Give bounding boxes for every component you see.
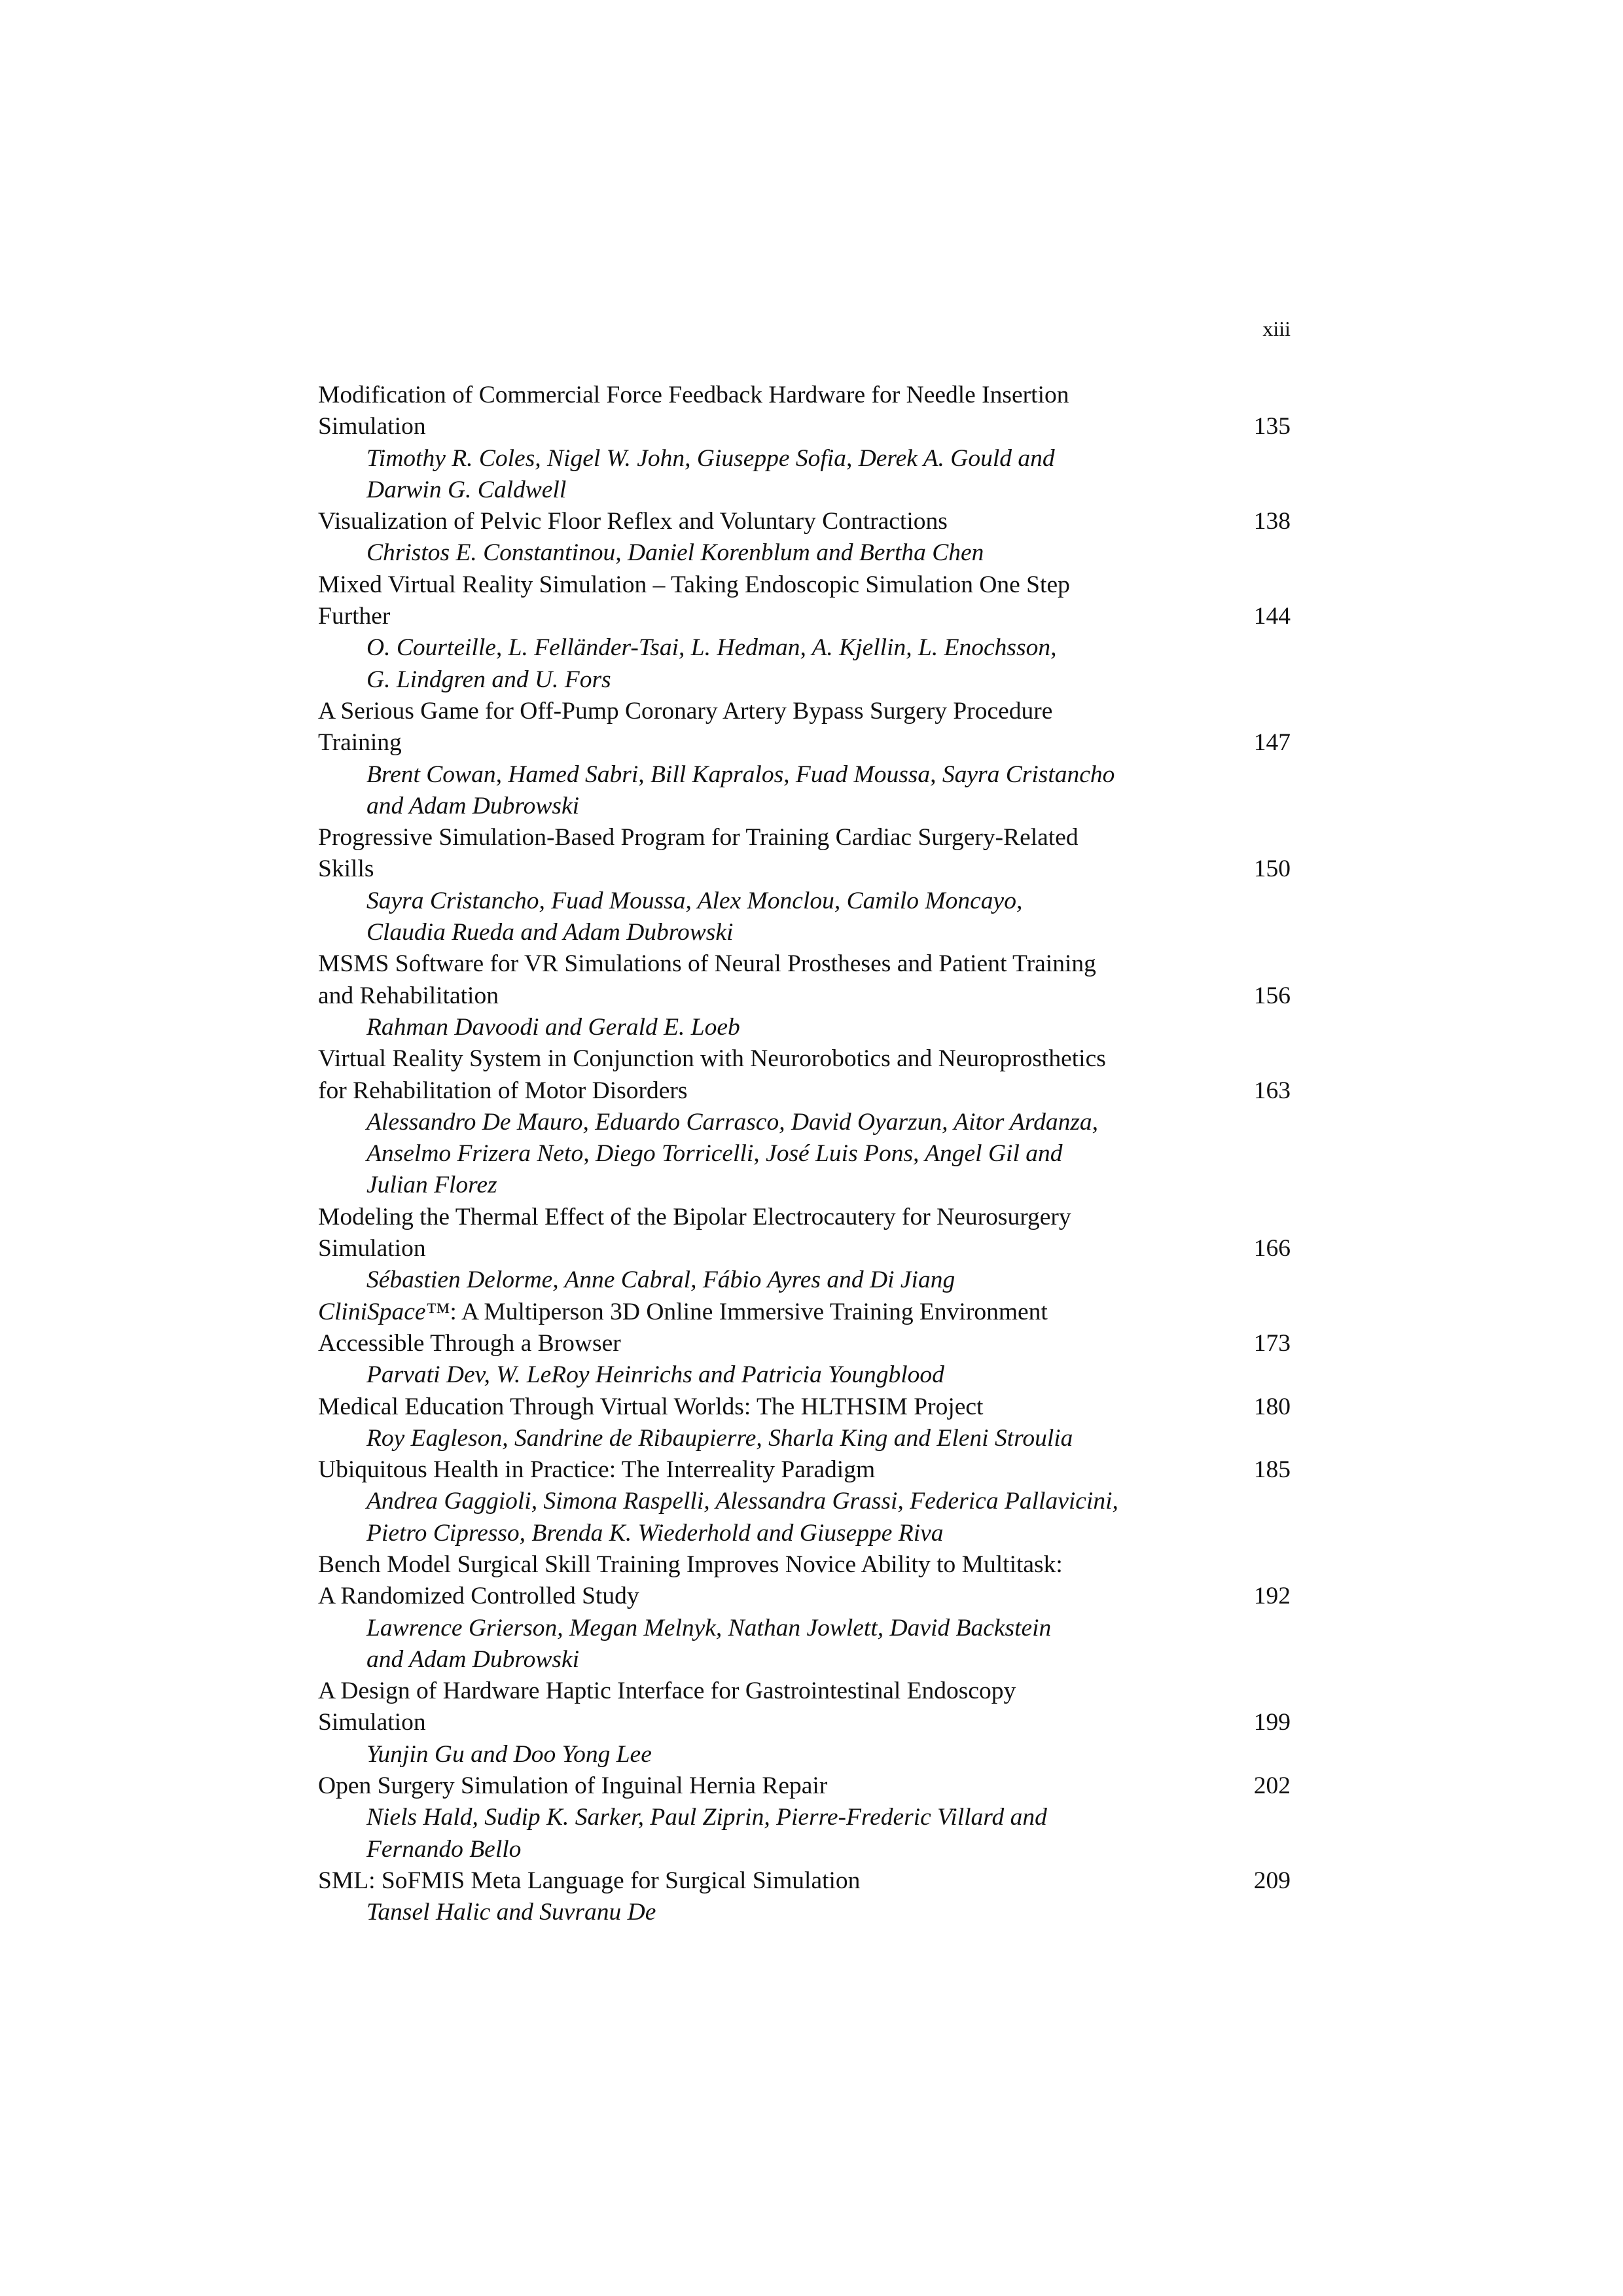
- entry-title-text: A Randomized Controlled Study: [318, 1583, 639, 1610]
- entry-authors: [318, 886, 1291, 949]
- entry-title: [318, 1676, 1291, 1739]
- entry-title-line: [318, 569, 1209, 601]
- entry-title-line: [318, 853, 1209, 885]
- entry-title: [318, 569, 1291, 633]
- entry-title-text: MSMS Software for VR Simulations of Neural Prostheses and Patient Training: [318, 950, 1096, 978]
- entry-title: [318, 822, 1291, 886]
- entry-title-line: [318, 1770, 1209, 1802]
- entry-title-line: [318, 1581, 1209, 1612]
- entry-authors: [318, 537, 1291, 569]
- entry-title-line: [318, 1297, 1209, 1328]
- page-number: xiii: [1262, 317, 1291, 340]
- entry-author-line: Andrea Gaggioli, Simona Raspelli, Alessandra Grassi, Federica Pallavicini,: [366, 1488, 1118, 1515]
- entry-author-line: Alessandro De Mauro, Eduardo Carrasco, David Oyarzun, Aitor Ardanza,: [366, 1108, 1099, 1136]
- toc-entry: [318, 1549, 1291, 1676]
- entry-page-number: 144: [1253, 603, 1291, 630]
- entry-title-text: : A Multiperson 3D Online Immersive Training Environment: [450, 1298, 1048, 1325]
- entry-title-line: [318, 1865, 1209, 1897]
- entry-title-text: Progressive Simulation-Based Program for Training Cardiac Surgery-Related: [318, 824, 1079, 852]
- entry-author-line: Tansel Halic and Suvranu De: [366, 1899, 656, 1926]
- entry-author-line: Darwin G. Caldwell: [366, 476, 567, 503]
- toc-entry: [318, 1043, 1291, 1201]
- entry-page-number: 192: [1253, 1583, 1291, 1610]
- entry-page-number: 185: [1253, 1456, 1291, 1484]
- entry-page-number: 166: [1253, 1235, 1291, 1263]
- entry-title-text: Simulation: [318, 1709, 426, 1736]
- toc-entry: [318, 569, 1291, 696]
- entry-author-line: Sébastien Delorme, Anne Cabral, Fábio Ayres and Di Jiang: [366, 1266, 955, 1294]
- entry-title-line: [318, 1676, 1209, 1707]
- entry-title: [318, 948, 1291, 1012]
- entry-author-line: Yunjin Gu and Doo Yong Lee: [366, 1740, 652, 1768]
- entry-author-line: Christos E. Constantinou, Daniel Korenblum and Bertha Chen: [366, 539, 984, 567]
- entry-title-text: Modification of Commercial Force Feedback Hardware for Needle Insertion: [318, 382, 1069, 408]
- entry-title-line: [318, 411, 1209, 442]
- toc-entry: [318, 1202, 1291, 1297]
- entry-page-number: 180: [1253, 1393, 1291, 1420]
- entry-page-number: 147: [1253, 729, 1291, 757]
- entry-page-number: 138: [1253, 508, 1291, 535]
- entry-title-text: for Rehabilitation of Motor Disorders: [318, 1077, 688, 1104]
- entry-title-line: [318, 822, 1209, 853]
- entry-author-line: Roy Eagleson, Sandrine de Ribaupierre, Sharla King and Eleni Stroulia: [366, 1424, 1073, 1452]
- entry-author-line: Timothy R. Coles, Nigel W. John, Giuseppe Sofia, Derek A. Gould and: [366, 444, 1055, 472]
- entry-title: [318, 1454, 1291, 1486]
- toc-entry: [318, 1454, 1291, 1549]
- toc-entry: [318, 506, 1291, 569]
- entry-page-number: 150: [1253, 855, 1291, 883]
- entry-page-number: 163: [1253, 1077, 1291, 1104]
- entry-author-line: Anselmo Frizera Neto, Diego Torricelli, José Luis Pons, Angel Gil and: [366, 1140, 1063, 1168]
- entry-authors: [318, 1359, 1291, 1391]
- entry-title-line: [318, 1043, 1209, 1075]
- entry-author-line: G. Lindgren and U. Fors: [366, 666, 611, 693]
- entry-author-line: Sayra Cristancho, Fuad Moussa, Alex Monclou, Camilo Moncayo,: [366, 887, 1023, 914]
- entry-title-text: Bench Model Surgical Skill Training Improves Novice Ability to Multitask:: [318, 1551, 1063, 1578]
- entry-title-text: Simulation: [318, 413, 426, 440]
- entry-title-line: [318, 601, 1209, 632]
- entry-page-number: 173: [1253, 1329, 1291, 1357]
- entry-title-text: Skills: [318, 855, 374, 883]
- entry-author-line: Fernando Bello: [366, 1835, 522, 1863]
- entry-title-text: Accessible Through a Browser: [318, 1329, 621, 1357]
- entry-title-text: SML: SoFMIS Meta Language for Surgical Simulation: [318, 1867, 861, 1894]
- entry-title-text: Medical Education Through Virtual Worlds: The HLTHSIM Project: [318, 1393, 984, 1420]
- entry-authors: [318, 1012, 1291, 1043]
- entry-authors: [318, 1897, 1291, 1928]
- entry-title: [318, 1770, 1291, 1802]
- entry-title-line: [318, 1707, 1209, 1738]
- entry-title-text: Simulation: [318, 1235, 426, 1263]
- entry-title: [318, 1043, 1291, 1107]
- entry-author-line: Niels Hald, Sudip K. Sarker, Paul Ziprin, Pierre-Frederic Villard and: [366, 1804, 1047, 1831]
- entry-author-line: Lawrence Grierson, Megan Melnyk, Nathan Jowlett, David Backstein: [366, 1614, 1052, 1641]
- entry-authors: [318, 1739, 1291, 1770]
- entry-title-text: and Rehabilitation: [318, 982, 499, 1009]
- entry-page-number: 199: [1253, 1709, 1291, 1736]
- entry-author-line: Pietro Cipresso, Brenda K. Wiederhold and Giuseppe Riva: [366, 1519, 944, 1547]
- entry-authors: [318, 1265, 1291, 1296]
- entry-authors: [318, 1802, 1291, 1865]
- toc-entry: [318, 1297, 1291, 1391]
- entry-authors: [318, 759, 1291, 823]
- entry-title-text: Ubiquitous Health in Practice: The Interreality Paradigm: [318, 1456, 876, 1484]
- entry-title: [318, 1297, 1291, 1360]
- entry-title-line: [318, 1549, 1209, 1581]
- entry-title: [318, 1549, 1291, 1613]
- entry-title-text: A Design of Hardware Haptic Interface for Gastrointestinal Endoscopy: [318, 1677, 1016, 1705]
- entry-author-line: Rahman Davoodi and Gerald E. Loeb: [366, 1013, 740, 1041]
- entry-author-line: and Adam Dubrowski: [366, 1645, 580, 1673]
- entry-authors: [318, 632, 1291, 696]
- entry-title-line: [318, 1202, 1209, 1233]
- entry-title-line: [318, 1454, 1209, 1486]
- entry-title: [318, 1202, 1291, 1265]
- entry-title-text: Modeling the Thermal Effect of the Bipolar Electrocautery for Neurosurgery: [318, 1203, 1071, 1230]
- entry-title-text: Visualization of Pelvic Floor Reflex and Voluntary Contractions: [318, 508, 948, 535]
- entry-authors: [318, 1613, 1291, 1676]
- entry-title-line: [318, 1328, 1209, 1359]
- entry-page-number: 156: [1253, 982, 1291, 1009]
- entry-title: [318, 506, 1291, 537]
- entry-author-line: Julian Florez: [366, 1172, 497, 1199]
- entry-authors: [318, 1423, 1291, 1454]
- entry-page-number: 202: [1253, 1772, 1291, 1800]
- toc-entry: [318, 822, 1291, 948]
- entry-author-line: Brent Cowan, Hamed Sabri, Bill Kapralos, Fuad Moussa, Sayra Cristancho: [366, 761, 1115, 788]
- entry-page-number: 209: [1253, 1867, 1291, 1894]
- entry-title-text: Virtual Reality System in Conjunction with Neurorobotics and Neuroprosthetics: [318, 1045, 1106, 1073]
- entry-title-line: [318, 506, 1209, 537]
- entry-author-line: Claudia Rueda and Adam Dubrowski: [366, 919, 734, 946]
- entry-title-line: [318, 1075, 1209, 1107]
- entry-authors: [318, 1107, 1291, 1202]
- toc-entry: [318, 380, 1291, 506]
- entry-title: [318, 1391, 1291, 1423]
- entry-author-line: Parvati Dev, W. LeRoy Heinrichs and Patricia Youngblood: [366, 1361, 944, 1389]
- entry-authors: [318, 1486, 1291, 1549]
- entry-title-line: [318, 948, 1209, 980]
- entry-title-line: [318, 980, 1209, 1012]
- entry-author-line: and Adam Dubrowski: [366, 792, 580, 819]
- toc-entry: [318, 1770, 1291, 1865]
- toc-entry: [318, 696, 1291, 822]
- toc-entry: [318, 1865, 1291, 1929]
- entry-title: [318, 696, 1291, 759]
- entry-title-text: A Serious Game for Off-Pump Coronary Artery Bypass Surgery Procedure: [318, 697, 1053, 725]
- entry-title-text: Training: [318, 729, 402, 757]
- entry-title-line: [318, 727, 1209, 759]
- entry-page-number: 135: [1253, 413, 1291, 440]
- entry-title-italic: CliniSpace™: [318, 1298, 450, 1325]
- entry-title: [318, 1865, 1291, 1897]
- toc-entry: [318, 948, 1291, 1043]
- entry-title-text: Mixed Virtual Reality Simulation – Taking Endoscopic Simulation One Step: [318, 571, 1070, 598]
- entry-title: [318, 380, 1291, 443]
- entry-title-line: [318, 1233, 1209, 1265]
- entry-title-line: [318, 1391, 1209, 1423]
- toc-entry: [318, 1676, 1291, 1770]
- entry-title-text: Open Surgery Simulation of Inguinal Hernia Repair: [318, 1772, 828, 1800]
- entry-author-line: O. Courteille, L. Felländer-Tsai, L. Hedman, A. Kjellin, L. Enochsson,: [366, 634, 1057, 662]
- entry-title-line: [318, 380, 1209, 411]
- toc-entry: [318, 1391, 1291, 1455]
- table-of-contents: [318, 380, 1291, 1929]
- entry-title-text: Further: [318, 603, 391, 630]
- entry-authors: [318, 443, 1291, 507]
- entry-title-line: [318, 696, 1209, 727]
